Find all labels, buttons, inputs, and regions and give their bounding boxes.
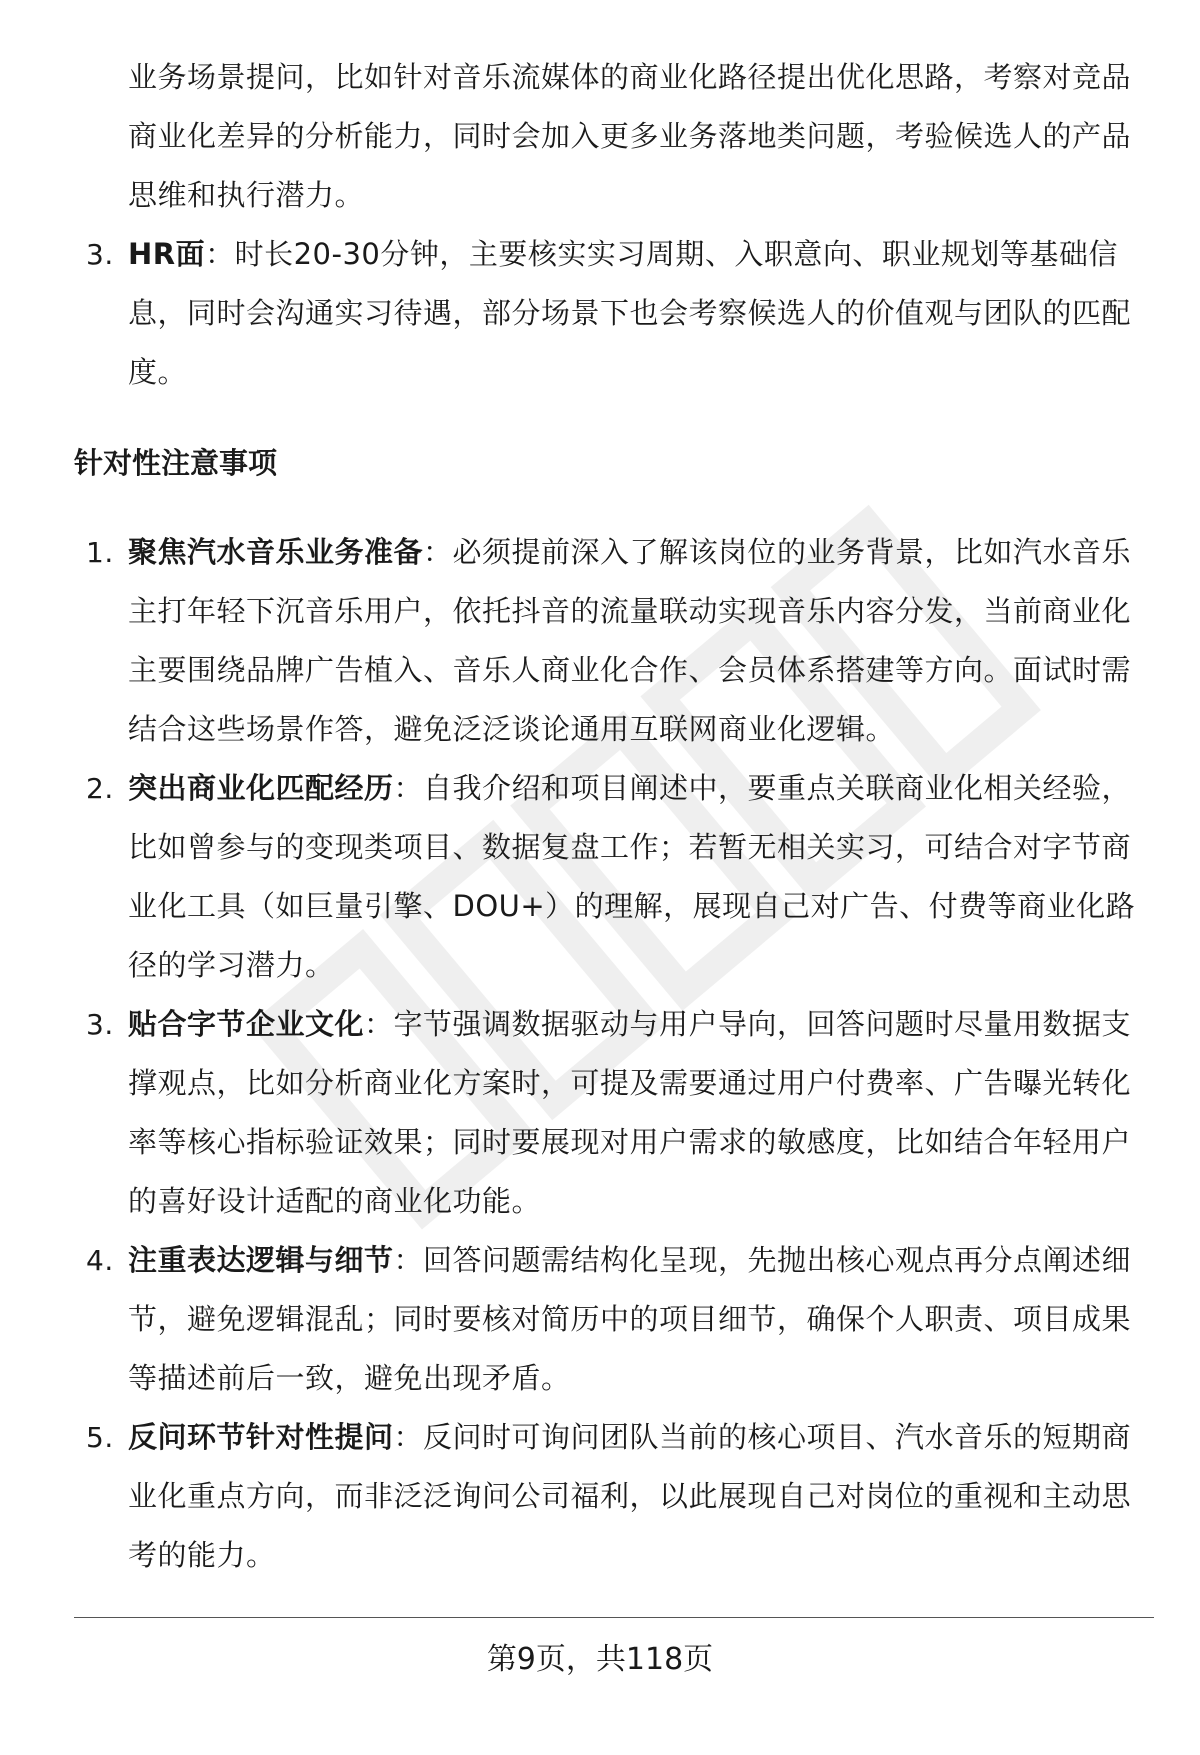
- text-line: 考的能力。: [128, 1538, 276, 1572]
- list-item-heading: 贴合字节企业文化: [128, 1007, 365, 1041]
- text-line: 业化工具（如巨量引擎、DOU+）的理解，展现自己对广告、付费等商业化路: [128, 889, 1136, 923]
- text-line: 的喜好设计适配的商业化功能。: [128, 1184, 542, 1218]
- list-item: [0, 1408, 1200, 1585]
- continuation-block: [0, 48, 1200, 225]
- text-line: 节，避免逻辑混乱；同时要核对简历中的项目细节，确保个人职责、项目成果: [128, 1302, 1132, 1336]
- text-line: 比如曾参与的变现类项目、数据复盘工作；若暂无相关实习，可结合对字节商: [128, 830, 1132, 864]
- text-line: ：字节强调数据驱动与用户导向，回答问题时尽量用数据支: [364, 1007, 1132, 1041]
- notes-list: [0, 523, 1200, 1585]
- text-line: 撑观点，比如分析商业化方案时，可提及需要通过用户付费率、广告曝光转化: [128, 1066, 1132, 1100]
- list-item-number: 5.: [86, 1421, 114, 1454]
- text-line: ：反问时可询问团队当前的核心项目、汽水音乐的短期商: [393, 1420, 1132, 1454]
- section-title: 针对性注意事项: [74, 446, 278, 480]
- list-item: [0, 995, 1200, 1231]
- list-item-number: 2.: [86, 772, 114, 805]
- list-item: [0, 523, 1200, 759]
- text-line: 率等核心指标验证效果；同时要展现对用户需求的敏感度，比如结合年轻用户: [128, 1125, 1132, 1159]
- list-item-heading: HR面: [128, 237, 206, 271]
- page-number: 第9页，共118页: [486, 1642, 714, 1677]
- text-line: 主要围绕品牌广告植入、音乐人商业化合作、会员体系搭建等方向。面试时需: [128, 653, 1132, 687]
- list-item-heading: 突出商业化匹配经历: [128, 771, 394, 805]
- text-line: 径的学习潜力。: [128, 948, 335, 982]
- text-line: 思维和执行潜力。: [128, 178, 365, 212]
- interview-rounds-list: [0, 225, 1200, 402]
- list-item: [0, 759, 1200, 995]
- text-line: 等描述前后一致，避免出现矛盾。: [128, 1361, 571, 1395]
- list-item-heading: 注重表达逻辑与细节: [128, 1243, 394, 1277]
- text-line: ：自我介绍和项目阐述中，要重点关联商业化相关经验，: [393, 771, 1132, 805]
- list-item-number: 1.: [86, 536, 114, 569]
- text-line: ：时长20-30分钟，主要核实实习周期、入职意向、职业规划等基础信: [205, 237, 1118, 271]
- list-item-number: 4.: [86, 1244, 114, 1277]
- text-line: ：必须提前深入了解该岗位的业务背景，比如汽水音乐: [423, 535, 1132, 569]
- text-line: ：回答问题需结构化呈现，先抛出核心观点再分点阐述细: [393, 1243, 1132, 1277]
- list-item-hr-interview: [0, 225, 1200, 402]
- list-item-heading: 反问环节针对性提问: [128, 1420, 394, 1454]
- footer-divider: [74, 1617, 1154, 1618]
- list-item-number: 3.: [86, 238, 114, 271]
- text-line: 业务场景提问，比如针对音乐流媒体的商业化路径提出优化思路，考察对竞品: [128, 60, 1132, 94]
- list-item-number: 3.: [86, 1008, 114, 1041]
- text-line: 主打年轻下沉音乐用户，依托抖音的流量联动实现音乐内容分发，当前商业化: [128, 594, 1132, 628]
- text-line: 息，同时会沟通实习待遇，部分场景下也会考察候选人的价值观与团队的匹配: [128, 296, 1132, 330]
- list-item-heading: 聚焦汽水音乐业务准备: [128, 535, 424, 569]
- text-line: 业化重点方向，而非泛泛询问公司福利，以此展现自己对岗位的重视和主动思: [128, 1479, 1132, 1513]
- text-line: 商业化差异的分析能力，同时会加入更多业务落地类问题，考验候选人的产品: [128, 119, 1132, 153]
- page-content: [0, 48, 1200, 1585]
- text-line: 结合这些场景作答，避免泛泛谈论通用互联网商业化逻辑。: [128, 712, 896, 746]
- continuation-paragraph: [0, 48, 1200, 225]
- list-item: [0, 1231, 1200, 1408]
- text-line: 度。: [128, 355, 188, 389]
